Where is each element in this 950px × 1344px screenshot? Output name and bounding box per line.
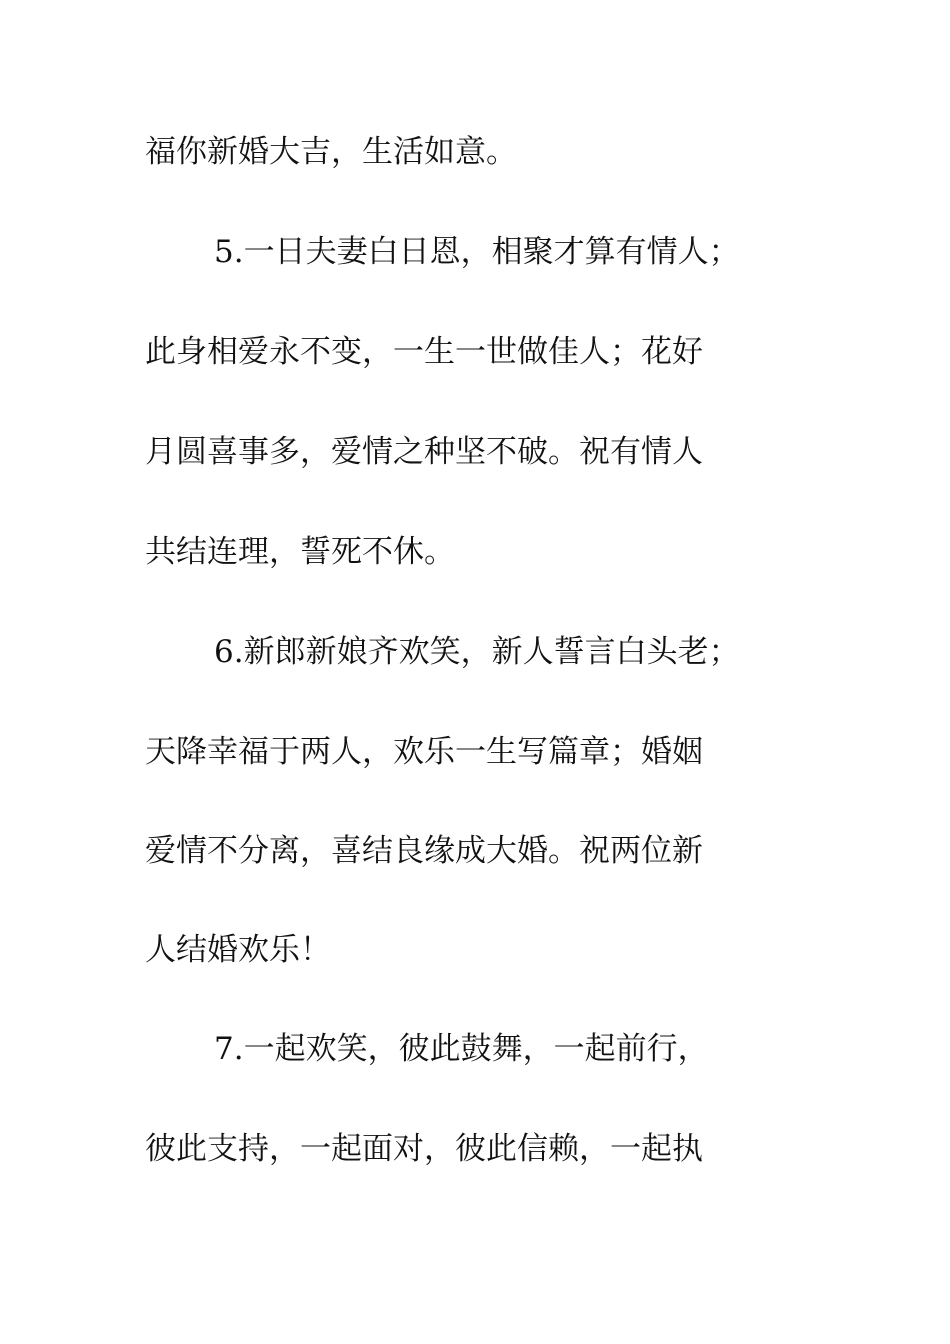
paragraph-5-start: 5.一日夫妻白日恩，相聚才算有情人； <box>214 234 740 270</box>
text-line: 人结婚欢乐！ <box>145 932 331 968</box>
paragraph-6-start: 6.新郎新娘齐欢笑，新人誓言白头老； <box>214 634 740 670</box>
text-line: 天降幸福于两人，欢乐一生写篇章；婚姻 <box>145 734 703 770</box>
paragraph-7-start: 7.一起欢笑，彼此鼓舞，一起前行， <box>214 1031 709 1067</box>
text-line: 月圆喜事多，爱情之种坚不破。祝有情人 <box>145 434 703 470</box>
text-line: 此身相爱永不变，一生一世做佳人；花好 <box>145 334 703 370</box>
text-line: 彼此支持，一起面对，彼此信赖，一起执 <box>145 1131 703 1167</box>
text-line: 爱情不分离，喜结良缘成大婚。祝两位新 <box>145 833 703 869</box>
text-line: 福你新婚大吉，生活如意。 <box>145 134 517 170</box>
text-line: 共结连理，誓死不休。 <box>145 534 455 570</box>
